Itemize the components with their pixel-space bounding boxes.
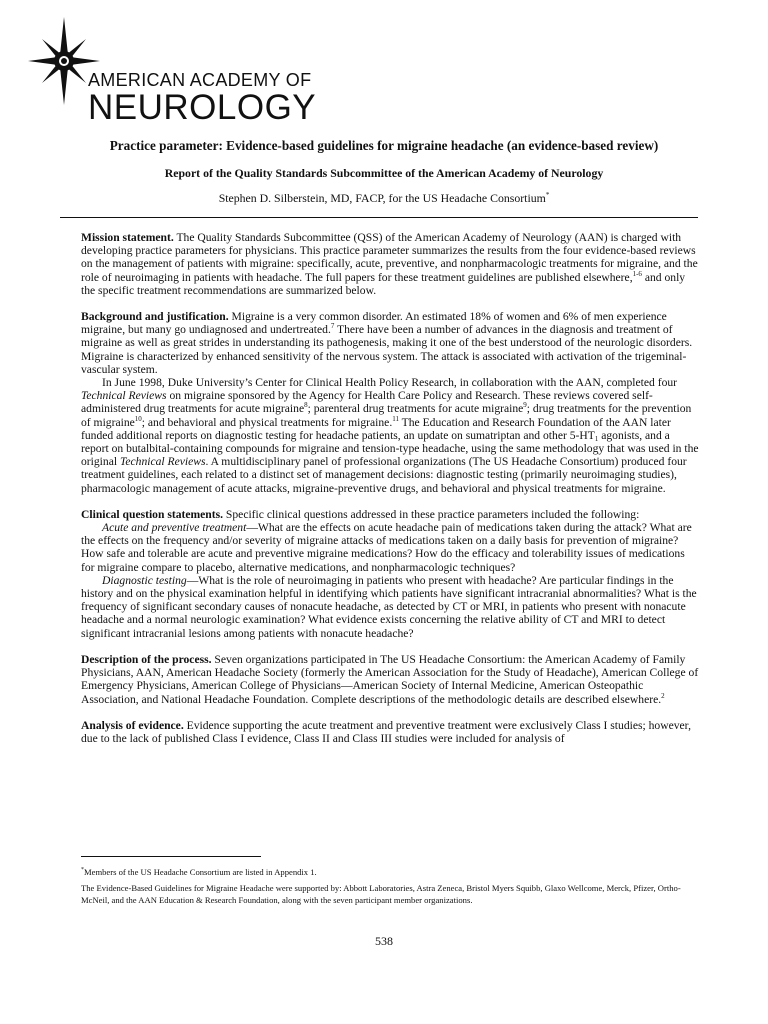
process-text: Seven organizations participated in The US Headache Consortium: the American Academy of Family Physicians, AAN, American Headache Society (formerly the American Association for the Study of Headache), American College of Emergency Physicians, American College of Physicians—American Society of Internal Medicine, American Osteopathic Association, and National Headache Foundation. Complete descriptions of the methodologic details are described elsewhere. (81, 652, 699, 706)
mission-text-end: and only the specific treatment recommendations are summarized below. (81, 270, 686, 297)
background-text: Migraine is a very common disorder. An estimated 18% of women and 6% of men experience migraine, but many go undiagnosed and undertreated. (81, 310, 667, 337)
text-run: on migraine sponsored by the Agency for Health Care Policy and Research. These reviews covered self-administered drug treatments for acute migraine (81, 389, 653, 416)
mission-paragraph (81, 231, 699, 297)
acute-treatment-paragraph (81, 521, 699, 574)
document-title: Practice parameter: Evidence-based guidelines for migraine headache (an evidence-based review) (109, 138, 659, 153)
process-paragraph (81, 653, 699, 706)
clinical-paragraph (81, 508, 699, 521)
footnote-2: The Evidence-Based Guidelines for Migraine Headache were supported by: Abbott Laboratories, Astra Zeneca, Bristol Myers Squibb, Glaxo Wellcome, Merck, Pfizer, Ortho-McNeil, and the AAN Education & Research Foundation, along with the seven participant member organizations. (81, 883, 681, 905)
subscript: 1 (594, 434, 599, 443)
document-subtitle: Report of the Quality Standards Subcommittee of the American Academy of Neurology (164, 166, 604, 180)
header-divider (60, 217, 698, 218)
reference-superscript: 8 (304, 401, 308, 410)
text-run: In June 1998, Duke University’s Center for Clinical Health Policy Research, in collaboration with the AAN, completed four (102, 376, 678, 390)
author-footnote-mark: * (545, 191, 550, 199)
author-name: Stephen D. Silberstein, MD, FACP, for the US Headache Consortium (218, 191, 546, 205)
footnote-divider (81, 856, 261, 857)
clinical-text: Specific clinical questions addressed in these practice parameters included the following: (223, 507, 640, 521)
footnote-1-text: Members of the US Headache Consortium are listed in Appendix 1. (84, 867, 317, 877)
italic-text: Technical Reviews (119, 455, 206, 469)
document-body (81, 231, 699, 758)
analysis-paragraph (81, 719, 699, 745)
acute-label: Acute and preventive treatment (102, 521, 247, 535)
aan-logo (28, 16, 317, 127)
mission-heading: Mission statement. (81, 231, 174, 244)
diagnostic-testing-paragraph (81, 574, 699, 640)
analysis-heading: Analysis of evidence. (81, 718, 184, 732)
reference-superscript: 1-6 (632, 269, 642, 278)
text-run: . A multidisciplinary panel of professional organizations (The US Headache Consortium) produced four treatment guidelines, each related to a distinct set of management decisions: diagnostic testing (primarily neuroimaging studies), pharmacologic management of acute attacks, migraine-preventive drugs, and behavioral and physical treatments for migraine. (81, 455, 687, 495)
process-heading: Description of the process. (81, 652, 212, 666)
text-run: ; parenteral drug treatments for acute migraine (307, 402, 524, 416)
logo-text-line2: NEUROLOGY (88, 88, 317, 127)
reference-superscript: 9 (523, 401, 527, 410)
reference-superscript: 2 (661, 691, 665, 700)
background-paragraph-2 (81, 376, 699, 495)
reference-superscript: 7 (330, 322, 335, 331)
background-heading: Background and justification. (81, 310, 229, 324)
text-run: The Education and Research Foundation of the AAN later funded additional reports on diagnostic testing for headache patients, an update on sumatriptan and other 5-HT (81, 415, 671, 442)
text-run: ; drug treatments for the prevention of migraine (81, 402, 692, 429)
author-line (0, 191, 768, 206)
clinical-heading: Clinical question statements. (81, 507, 224, 521)
background-text-end: There have been a number of advances in the diagnosis and treatment of migraine as well as great strides in understanding its pathogenesis, making it one of the best understood of the neurologic disorders. Migraine is characterized by enhanced sensitivity of the nervous system. The attack is associated with activation of the trigeminal-vascular system. (81, 323, 693, 376)
page-number: 538 (375, 934, 393, 948)
italic-text: Technical Reviews (81, 389, 167, 403)
acute-text: —What are the effects on acute headache pain of medications taken during the attack? What are the effects on the frequency and/or severity of migraine attacks of medications taken on a daily basis for prevention of migraine? How safe and tolerable are acute and preventive migraine medications? How do the efficacy and tolerability issues of medications for migraine compare to placebo, alternative medications, and nonpharmacologic techniques? (81, 521, 692, 574)
footnote-1 (81, 865, 699, 878)
mission-text: The Quality Standards Subcommittee (QSS) of the American Academy of Neurology (AAN) is charged with developing practice parameters for physicians. This practice parameter summarizes the results from the four evidence-based reviews on the management of patients with migraine: specifically, acute, preventive, and nonpharmacologic treatments for migraine, and the role of neuroimaging in patients with headache. The full papers for these treatment guidelines are published elsewhere, (81, 231, 698, 284)
footnote-mark: * (81, 867, 84, 873)
background-paragraph (81, 310, 699, 376)
reference-superscript: 11 (392, 414, 399, 423)
analysis-text: Evidence supporting the acute treatment and preventive treatment were exclusively Class I studies; however, due to the lack of published Class I evidence, Class II and Class III studies were included for analysis of (81, 718, 691, 745)
logo-text-line1: AMERICAN ACADEMY OF (88, 70, 312, 90)
diagnostic-text: —What is the role of neuroimaging in patients who present with headache? Are particular findings in the history and on the physical examination helpful in identifying which patients have significant intracranial abnormalities? What is the frequency of significant secondary causes of nonacute headache, as detected by CT or MRI, in patients who present with nonacute headache and a normal neurologic examination? What evidence exists concerning the relative ability of CT and MRI to detect significant intracranial lesions among patients with nonacute headache? (81, 573, 697, 640)
text-run: ; and behavioral and physical treatments for migraine. (141, 415, 393, 429)
text-run: agonists, and a report on butalbital-containing compounds for migraine and tension-type headache, using the same methodology that was used in the original (81, 428, 699, 469)
reference-superscript: 10 (134, 414, 142, 423)
diagnostic-label: Diagnostic testing (102, 573, 187, 587)
